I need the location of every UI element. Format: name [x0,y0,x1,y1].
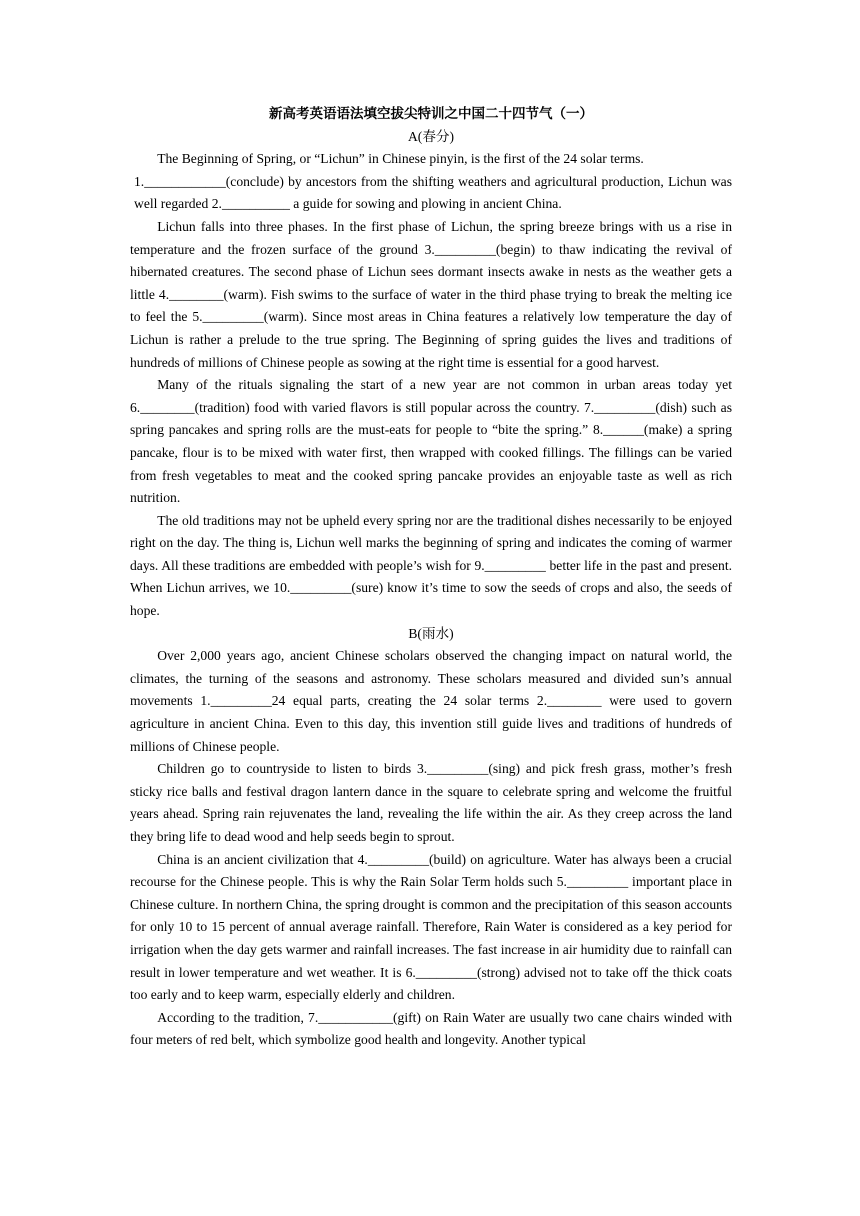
section-b-heading: B(雨水) [408,625,454,641]
paragraph: The old traditions may not be upheld every spring nor are the traditional dishes necessarily to be enjoyed right on the day. The thing is, Lichun well marks the beginning of spring and indicates the coming of warmer days. All these traditions are embedded with people’s wish for 9._________ better life in the past and present. When Lichun arrives, we 10._________(sure) know it’s time to sow the seeds of crops and also, the seeds of hope. [130,512,732,619]
paragraph: Lichun falls into three phases. In the first phase of Lichun, the spring breeze brings with us a rise in temperature and the frozen surface of the ground 3._________(begin) to thaw indicating the revival of hibernated creatures. The second phase of Lichun sees dormant insects awake in nests as the weather gets a little 4.________(warm). Fish swims to the surface of water in the third phase trying to break the melting ice to feel the 5._________(warm). Since most areas in China features a relatively low temperature the day of Lichun is rather a prelude to the true spring. The Beginning of spring guides the lives and traditions of hundreds of millions of Chinese people as sowing at the right time is essential for a good harvest. [130,218,732,370]
paragraph: Children go to countryside to listen to birds 3._________(sing) and pick fresh grass, mother’s fresh sticky rice balls and festival dragon lantern dance in the square to celebrate spring and welcome the fruitful years ahead. Spring rain rejuvenates the land, revealing the life within the air. As they creep across the land they bring life to dead wood and help seeds begin to sprout. [130,761,732,844]
paragraph: The Beginning of Spring, or “Lichun” in Chinese pinyin, is the first of the 24 solar terms. [157,151,644,167]
section-a-heading: A(春分) [407,128,455,144]
paragraph: 1.____________(conclude) by ancestors from the shifting weathers and agricultural production, Lichun was well regarded 2.__________ a guide for sowing and plowing in ancient China. [134,173,732,212]
paragraph: China is an ancient civilization that 4._________(build) on agriculture. Water has always been a crucial recourse for the Chinese people. This is why the Rain Solar Term holds such 5._________ important place in Chinese culture. In northern China, the spring drought is common and the precipitation of this season accounts for only 10 to 15 percent of annual average rainfall. Therefore, Rain Water is considered as a key period for irrigation when the day gets warmer and rainfall increases. The fast increase in air humidity due to rainfall can result in lower temperature and wet weather. It is 6._________(strong) advised not to take off the thick coats too early and to keep warm, especially elderly and children. [130,851,732,1003]
paragraph: Over 2,000 years ago, ancient Chinese scholars observed the changing impact on natural world, the climates, the turning of the seasons and astronomy. These scholars measured and divided sun’s annual movements 1._________24 equal parts, creating the 24 solar terms 2.________ were used to govern agriculture in ancient China. Even to this day, this invention still guide lives and traditions of hundreds of millions of Chinese people. [130,648,732,754]
paragraph: According to the tradition, 7.___________(gift) on Rain Water are usually two cane chairs winded with four meters of red belt, which symbolize good health and longevity. Another typical [130,1009,732,1048]
document-page [130,103,732,1052]
document-title: 新高考英语语法填空拔尖特训之中国二十四节气（一） [269,106,593,122]
paragraph: Many of the rituals signaling the start of a new year are not common in urban areas today yet 6.________(tradition) food with varied flavors is still popular across the country. 7._________(dish) such as spring pancakes and spring rolls are the must-eats for people to “bite the spring.” 8.______(make) a spring pancake, flour is to be mixed with water first, then wrapped with cooked fillings. The fillings can be varied from fresh vegetables to meat and the cooked spring pancake provides an enjoyable taste as well as rich nutrition. [130,377,732,506]
